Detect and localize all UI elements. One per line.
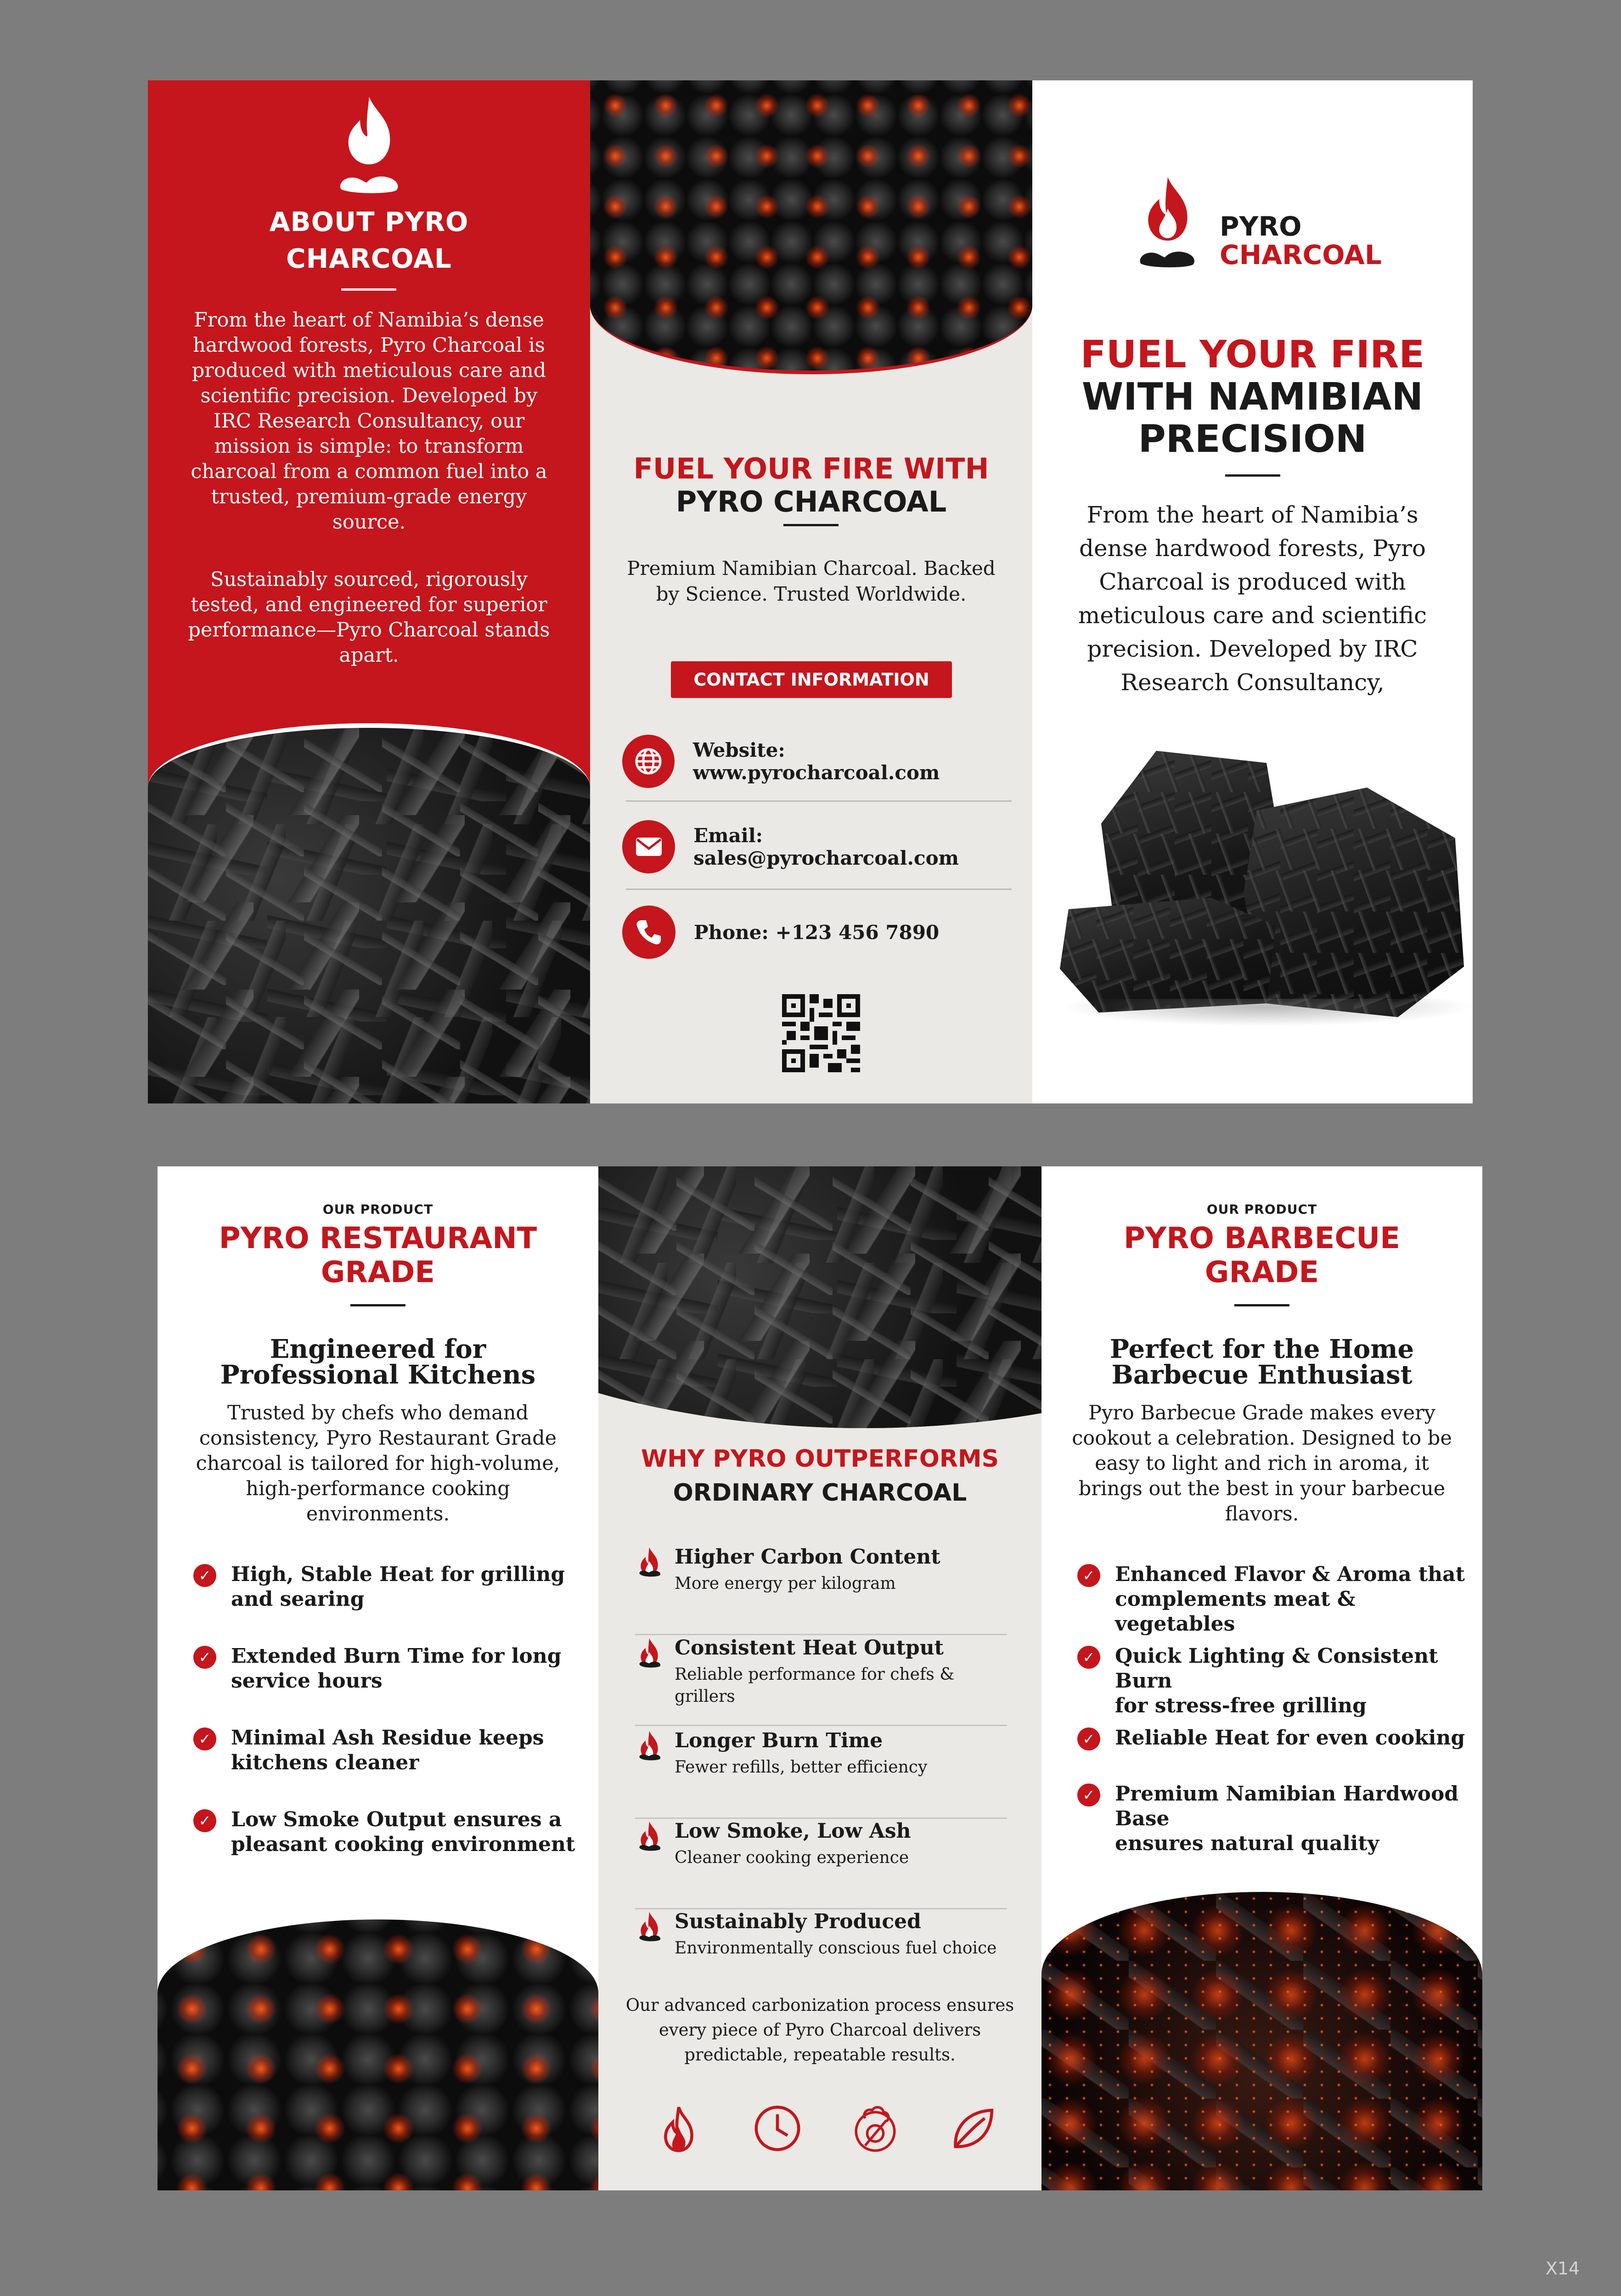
embers-photo [590, 80, 1032, 374]
divider [1225, 474, 1280, 477]
text-line: apart. [339, 644, 399, 667]
check-icon: ✓ [193, 1646, 216, 1669]
text-line: Quick Lighting & Consistent Burn [1115, 1644, 1438, 1693]
logo-word-pyro: PYRO [1220, 211, 1302, 242]
contact-information-badge: CONTACT INFORMATION [671, 661, 952, 698]
benefit-title: Low Smoke, Low Ash [675, 1819, 911, 1843]
glowing-briquettes-photo [158, 1919, 598, 2190]
restaurant-grade-panel [158, 1166, 598, 2190]
text-line: by Science. Trusted Worldwide. [656, 583, 967, 605]
barbecue-title-line1: PYRO BARBECUE [1124, 1221, 1400, 1255]
kicker: OUR PRODUCT [1206, 1202, 1317, 1217]
feature-item [1077, 1726, 1465, 1750]
check-icon: ✓ [193, 1809, 216, 1832]
text-line: brings out the best in your barbecue [1078, 1477, 1446, 1500]
divider [341, 288, 396, 291]
flame-icon [653, 2103, 704, 2154]
text-line: charcoal from a common fuel into a [191, 460, 547, 483]
kicker: OUR PRODUCT [322, 1202, 433, 1217]
text-line: ensures natural quality [1115, 1832, 1379, 1855]
restaurant-subtitle-line1: Engineered for [270, 1334, 486, 1364]
text-line: Sustainably sourced, rigorously [210, 568, 528, 591]
text-line: IRC Research Consultancy, our [213, 410, 525, 433]
feature-item [1077, 1644, 1482, 1718]
benefit-title: Longer Burn Time [675, 1729, 883, 1752]
text-line: dense hardwood forests, Pyro [1079, 535, 1426, 562]
restaurant-title-line2: GRADE [321, 1255, 435, 1289]
ash-dust [1060, 999, 1473, 1026]
flame-icon [635, 1911, 664, 1943]
charcoal-lump [1244, 788, 1464, 1017]
benefit-subtitle: Reliable performance for chefs & grillers [675, 1665, 955, 1706]
check-icon: ✓ [1077, 1646, 1100, 1669]
benefit-title: Sustainably Produced [675, 1910, 921, 1933]
flame-icon [635, 1546, 664, 1578]
text-line: produced with meticulous care and [191, 359, 546, 382]
feature-item [1077, 1782, 1482, 1856]
text-line: consistency, Pyro Restaurant Grade [199, 1427, 557, 1450]
flame-logo-icon [332, 94, 407, 191]
feature-item [193, 1562, 565, 1612]
email-row[interactable] [590, 804, 1032, 889]
text-line: Low Smoke Output ensures a [231, 1808, 562, 1831]
charcoal-lump [1060, 898, 1276, 1013]
divider [783, 524, 839, 526]
restaurant-subtitle-line2: Professional Kitchens [220, 1360, 536, 1390]
text-line: easy to light and rich in aroma, it [1095, 1452, 1429, 1475]
check-icon: ✓ [193, 1728, 216, 1750]
envelope-icon [622, 820, 675, 873]
text-line: high-performance cooking [246, 1477, 510, 1500]
text-line: From the heart of Namibia’s dense [194, 309, 544, 332]
text-line: precision. Developed by IRC [1087, 636, 1418, 662]
flame-icon [635, 1730, 664, 1762]
benefit-title: Higher Carbon Content [675, 1545, 940, 1569]
barbecue-subtitle-line1: Perfect for the Home [1109, 1334, 1414, 1364]
clock-icon [752, 2103, 803, 2154]
about-paragraph-1 [148, 308, 590, 535]
text-line: scientific precision. Developed by [200, 384, 538, 407]
text-line: flavors. [1225, 1503, 1299, 1525]
cover-body [1032, 498, 1473, 699]
text-line: and searing [231, 1587, 365, 1611]
charcoal-photo [598, 1166, 1041, 1428]
text-line: performance—Pyro Charcoal stands [188, 619, 550, 642]
text-line: Our advanced carbonization process ensures [625, 1995, 1014, 2015]
text-line: Charcoal is produced with [1099, 568, 1406, 595]
phone-icon [622, 906, 675, 959]
text-line: Minimal Ash Residue keeps [231, 1726, 544, 1750]
barbecue-title-line2: GRADE [1204, 1255, 1319, 1289]
barbecue-subtitle-line2: Barbecue Enthusiast [1111, 1360, 1413, 1390]
text-line: Research Consultancy, [1120, 669, 1385, 696]
text-line: Pyro Barbecue Grade makes every [1088, 1401, 1435, 1424]
text-line: every piece of Pyro Charcoal delivers [659, 2020, 981, 2040]
check-icon: ✓ [1077, 1564, 1100, 1587]
qr-code[interactable] [782, 994, 860, 1072]
divider [350, 1304, 405, 1306]
text-line: for stress-free grilling [1115, 1694, 1367, 1717]
restaurant-title-line1: PYRO RESTAURANT [219, 1221, 537, 1255]
benefit-item [635, 1818, 1007, 1909]
about-paragraph-2 [148, 567, 590, 668]
benefit-subtitle: Cleaner cooking experience [675, 1848, 909, 1867]
grill-embers-photo [1041, 1892, 1482, 2190]
why-title-dark: ORDINARY CHARCOAL [673, 1479, 967, 1507]
text-line: charcoal is tailored for high-volume, [196, 1452, 560, 1475]
text-line: Reliable Heat for even cooking [1115, 1726, 1465, 1750]
headline-red: FUEL YOUR FIRE [1080, 333, 1425, 377]
tagline [590, 556, 1032, 607]
text-line: kitchens cleaner [231, 1751, 419, 1774]
page-tag: X14 [1545, 2258, 1580, 2279]
text-line: trusted, premium-grade energy [211, 485, 527, 508]
divider [1234, 1304, 1289, 1306]
benefit-title: Consistent Heat Output [675, 1636, 944, 1660]
globe-icon [622, 735, 675, 788]
text-line: meticulous care and scientific [1078, 602, 1427, 629]
separator [635, 1725, 1007, 1726]
benefit-item [635, 1544, 1007, 1635]
benefit-item [635, 1909, 1007, 1959]
feature-item [1077, 1562, 1482, 1637]
no-smoke-icon [850, 2103, 901, 2154]
brochure-outside-sheet [148, 80, 1473, 1103]
charcoal-photo [148, 723, 590, 1103]
text-line: High, Stable Heat for grilling [231, 1563, 565, 1586]
text-line: pleasant cooking environment [231, 1833, 575, 1856]
charcoal-pile-image [1060, 737, 1473, 1103]
barbecue-description [1041, 1401, 1482, 1527]
logo-word-charcoal: CHARCOAL [1220, 239, 1382, 270]
text-line: cookout a celebration. Designed to be [1072, 1427, 1452, 1450]
benefit-item [635, 1635, 1007, 1726]
about-title-line2: CHARCOAL [286, 243, 452, 274]
text-line: Trusted by chefs who demand [227, 1401, 529, 1424]
feature-item [193, 1644, 562, 1694]
about-panel [148, 80, 590, 1103]
check-icon: ✓ [193, 1564, 216, 1587]
about-title-line1: ABOUT PYRO [269, 206, 469, 237]
text-line: service hours [231, 1669, 383, 1693]
closing-statement [598, 1993, 1041, 2067]
flame-icon [635, 1637, 664, 1669]
phone-text[interactable]: Phone: +123 456 7890 [694, 921, 940, 944]
headline-dark-line1: WITH NAMIBIAN [1081, 375, 1424, 419]
email-text[interactable]: Email: sales@pyrocharcoal.com [693, 824, 959, 869]
text-line: Premium Namibian Charcoal. Backed [627, 557, 996, 580]
benefit-subtitle: More energy per kilogram [675, 1574, 896, 1593]
headline-dark-line2: PRECISION [1138, 417, 1367, 461]
text-line: mission is simple: to transform [214, 435, 524, 458]
leaf-icon [947, 2103, 998, 2154]
contact-title-dark: PYRO CHARCOAL [675, 485, 947, 518]
feature-item [193, 1726, 544, 1775]
brochure-inside-sheet [158, 1166, 1482, 2190]
text-line: environments. [306, 1503, 450, 1525]
benefit-subtitle: Fewer refills, better efficiency [675, 1758, 928, 1777]
benefit-item [635, 1728, 1007, 1819]
feature-item [193, 1807, 575, 1857]
website-text[interactable]: Website: www.pyrocharcoal.com [692, 739, 940, 784]
cover-panel [1032, 80, 1473, 1103]
text-line: Premium Namibian Hardwood Base [1115, 1782, 1459, 1830]
check-icon: ✓ [1077, 1728, 1100, 1750]
text-line: source. [332, 511, 406, 534]
text-line: From the heart of Namibia’s [1086, 501, 1418, 528]
pyro-charcoal-logo [1133, 174, 1390, 285]
text-line: Enhanced Flavor & Aroma that [1115, 1563, 1465, 1586]
flame-icon [635, 1820, 664, 1852]
text-line: Extended Burn Time for long [231, 1644, 562, 1668]
text-line: hardwood forests, Pyro Charcoal is [193, 334, 545, 357]
phone-row[interactable] [590, 889, 1032, 975]
text-line: complements meat & vegetables [1115, 1587, 1356, 1636]
flame-logo-icon [1133, 174, 1207, 280]
contact-panel [590, 80, 1032, 1103]
text-line: tested, and engineered for superior [191, 593, 547, 616]
why-pyro-panel [598, 1166, 1041, 2190]
why-title-red: WHY PYRO OUTPERFORMS [641, 1445, 999, 1473]
separator [626, 800, 1012, 802]
contact-title-red: FUEL YOUR FIRE WITH [633, 452, 989, 485]
website-row[interactable] [590, 719, 1032, 804]
check-icon: ✓ [1077, 1784, 1100, 1806]
text-line: predictable, repeatable results. [684, 2045, 956, 2065]
barbecue-grade-panel [1041, 1166, 1482, 2190]
restaurant-description [158, 1401, 598, 1527]
icon-row [644, 2103, 1021, 2158]
benefit-subtitle: Environmentally conscious fuel choice [675, 1939, 997, 1958]
